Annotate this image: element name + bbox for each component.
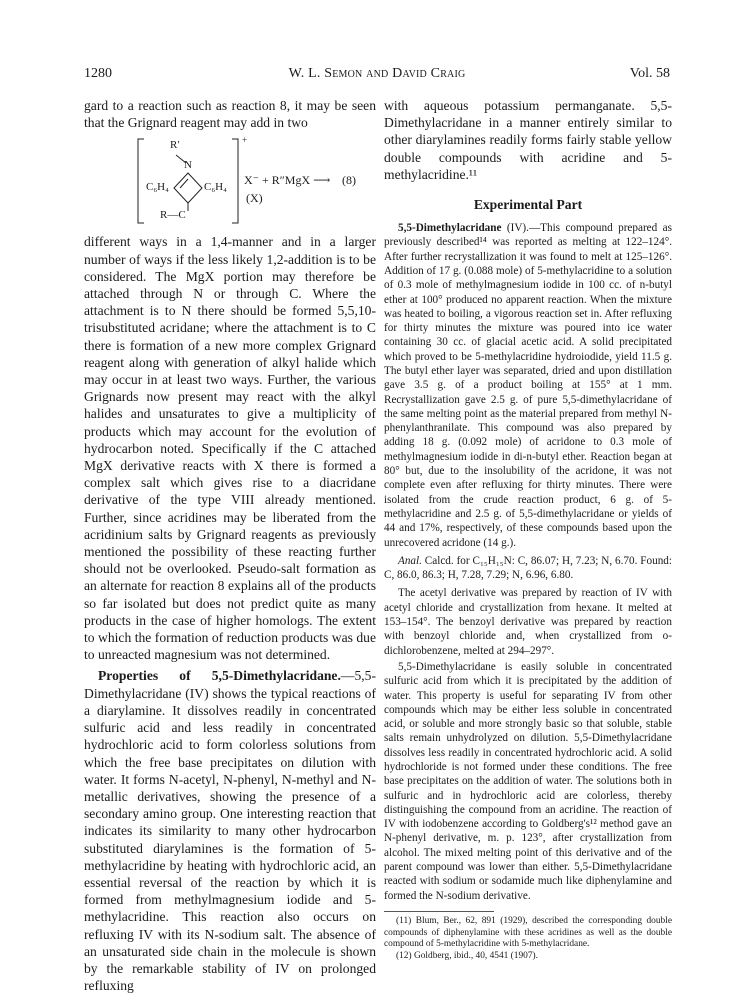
right-paragraph-4: 5,5-Dimethylacridane is easily soluble in concentrated sulfuric acid from which it is precipitated by the addition of water. This property is useful for separating IV from other compounds which may be either less soluble in concentrated acid, or soluble and more strongly basic so that soluble, stable salts remain unhydrolyzed on dilution. 5,5-Dimethylacridane dissolves less readily in concentrated hydrochloric acid. A solid hydrochloride is not formed under these conditions. The free base precipitates on the addition of water. The solutions both in sulfuric and in hydrochloric acid are colorless, thereby distinguishing the compound from an acridine. The reaction of IV with iodobenzene according to Goldberg's¹² method gave an N-phenyl derivative, m. p. 123°, after crystallization from alcohol. The mixed melting point of this derivative and of the parent compound was lower than either. 5,5-Dimethylacridane reacted with sodium or sodamide much like diphenylamine and formed the N-sodium derivative. bbox=[384, 660, 672, 902]
c6h4-left-label: C₆H₄ bbox=[146, 181, 169, 194]
right-column bbox=[384, 97, 672, 962]
running-header bbox=[84, 66, 670, 86]
right-paragraph-1: with aqueous potassium permanganate. 5,5-Dimethylacridane in a manner entirely similar to other diarylamines readily forms fairly stable yellow double compounds with acridine and 5-methylacridine.¹¹ bbox=[384, 98, 672, 182]
charge-label: + bbox=[242, 135, 248, 146]
footnote-12: (12) Goldberg, ibid., 40, 4541 (1907). bbox=[396, 950, 538, 961]
left-paragraph-2: different ways in a 1,4-manner and in a larger number of ways if the less likely 1,2-addition is to be considered. The MgX portion may therefore be attached through N or through C. Where the attachment is to N there should be formed 5,5,10-trisubstituted acridane; where the attachment is to C there is formation of a new more complex Grignard reagent along with generation of alkyl halide which may occur in at least two ways. Further, the various Grignards now present may react with the alkyl halides and unsaturates to give a multiplicity of products which may account for the evolution of hydrocarbon noted. Specifically if the C attached MgX derivative reacts with X there is formed a complex salt which gives rise to a diacridane derivative of the type VIII already mentioned. Further, since acridines may be liberated from the acridinium salts by Grignard reagents as previously mentioned the possibility of these reacting further should not be overlooked. Pseudo-salt formation as an alternate for reaction 8 explains all of the products so far isolated but does not predict quite as many products in the case of higher homologs. The extent to which the formation of reduction products was due to unreacted magnesium was not determined. bbox=[84, 234, 376, 663]
section-title: Experimental Part bbox=[473, 197, 583, 213]
footnote-11: (11) Blum, Ber., 62, 891 (1929), described the corresponding double compounds of diphenylamine with these acridines as well as the double compound of 5-methylacridine with 5-methylacridane. bbox=[384, 915, 672, 950]
page-number: 1280 bbox=[84, 66, 112, 81]
anal-text: Calcd. for C₁₅H₁₅N: C, 86.07; H, 7.23; N, 6.70. Found: C, 86.0, 86.3; H, 7.28, 7.29; N, 6.96, 6.80. bbox=[384, 554, 672, 582]
right-paragraph-2 bbox=[384, 221, 672, 550]
anal-label: Anal. bbox=[398, 554, 422, 567]
equation-number: (8) bbox=[342, 173, 356, 188]
left-column bbox=[84, 97, 376, 994]
reaction-8-equation bbox=[84, 133, 376, 229]
analysis-paragraph bbox=[384, 554, 672, 583]
r-prime-label: R′ bbox=[170, 139, 180, 152]
right-paragraph-3: The acetyl derivative was prepared by reaction of IV with acetyl chloride and crystallization from hexane. It melted at 153–154°. The benzoyl derivative was prepared by reaction with benzoyl chloride and, when crystallized from o-dichlorobenzene, melted at 294–297°. bbox=[384, 587, 672, 657]
compound-heading: 5,5-Dimethylacridane bbox=[398, 222, 502, 235]
r-c-label: R—C bbox=[160, 209, 186, 222]
c6h4-right-label: C₆H₄ bbox=[204, 181, 227, 194]
acridinium-structure-diagram bbox=[84, 133, 376, 229]
left-paragraph-1: gard to a reaction such as reaction 8, it may be seen that the Grignard reagent may add in two bbox=[84, 98, 376, 131]
compound-x-label: (X) bbox=[246, 191, 263, 206]
left-paragraph-3 bbox=[84, 667, 376, 994]
compound-prep-text: (IV).—This compound prepared as previously described¹⁴ was reported as melting at 122–124°. After further recrystallization it was found to melt at 125–126°. Addition of 17 g. (0.088 mole) of 5-methylacridine to a solution of 0.3 mole of methylmagnesium iodide in 100 cc. of n-butyl ether at 100° produced no apparent reaction. When the mixture was heated to boiling, a vigorous reaction set in. After refluxing for thirty minutes the mixture was poured into ice water containing 30 cc. of glacial acetic acid. A solid precipitated which proved to be 5-methylacridine hydroiodide, yield 11.5 g. The butyl ether layer was separated, dried and upon distillation gave 3.5 g. of a product boiling at 155° at 1 mm. Recrystallization gave 2.5 g. of pure 5,5-dimethylacridane of the same melting point as the material prepared from methyl N-phenylanthranilate. This compound was also prepared by adding 18 g. (0.092 mole) of acridone to 0.3 mole of methylmagnesium iodide in di-n-butyl ether. Reaction began at 80° but, due to the insolubility of the acridone, it was not complete even after refluxing for thirty minutes. There were isolated from the crude reaction product, 6 g. of 5-methylacridine and 2.5 g. of 5,5-dimethylacridane or yields of 44 and 17%, respectively, of these compounds based upon the unrecovered acridone (14 g.). bbox=[384, 222, 672, 549]
nitrogen-label: N bbox=[184, 159, 192, 172]
properties-text: —5,5-Dimethylacridane (IV) shows the typical reactions of a diarylamine. It dissolves readily in concentrated sulfuric acid and less readily in concentrated hydrochloric acid to form colorless solutions from which the free base precipitates on dilution with water. It forms N-acetyl, N-phenyl, N-methyl and N-metallic derivatives, showing the presence of a secondary amino group. One interesting reaction that indicates its similarity to many other hydrocarbon substituted diarylamines is the formation of 5-methylacridine by heating with hydrochloric acid, an essential reversal of the reaction by which it is formed from methylmagnesium iodide and 5-methylacridine. This reaction also occurs on refluxing IV with its N-sodium salt. The absence of an unsaturated side chain in the molecule is shown by the remarkable stability of IV on prolonged refluxing bbox=[84, 668, 376, 994]
reaction-text: X⁻ + R″MgX ⟶ bbox=[244, 173, 331, 188]
volume-label: Vol. 58 bbox=[629, 66, 670, 81]
running-title: W. L. Semon and David Craig bbox=[288, 66, 466, 81]
properties-heading: Properties of 5,5-Dimethylacridane. bbox=[98, 668, 341, 684]
